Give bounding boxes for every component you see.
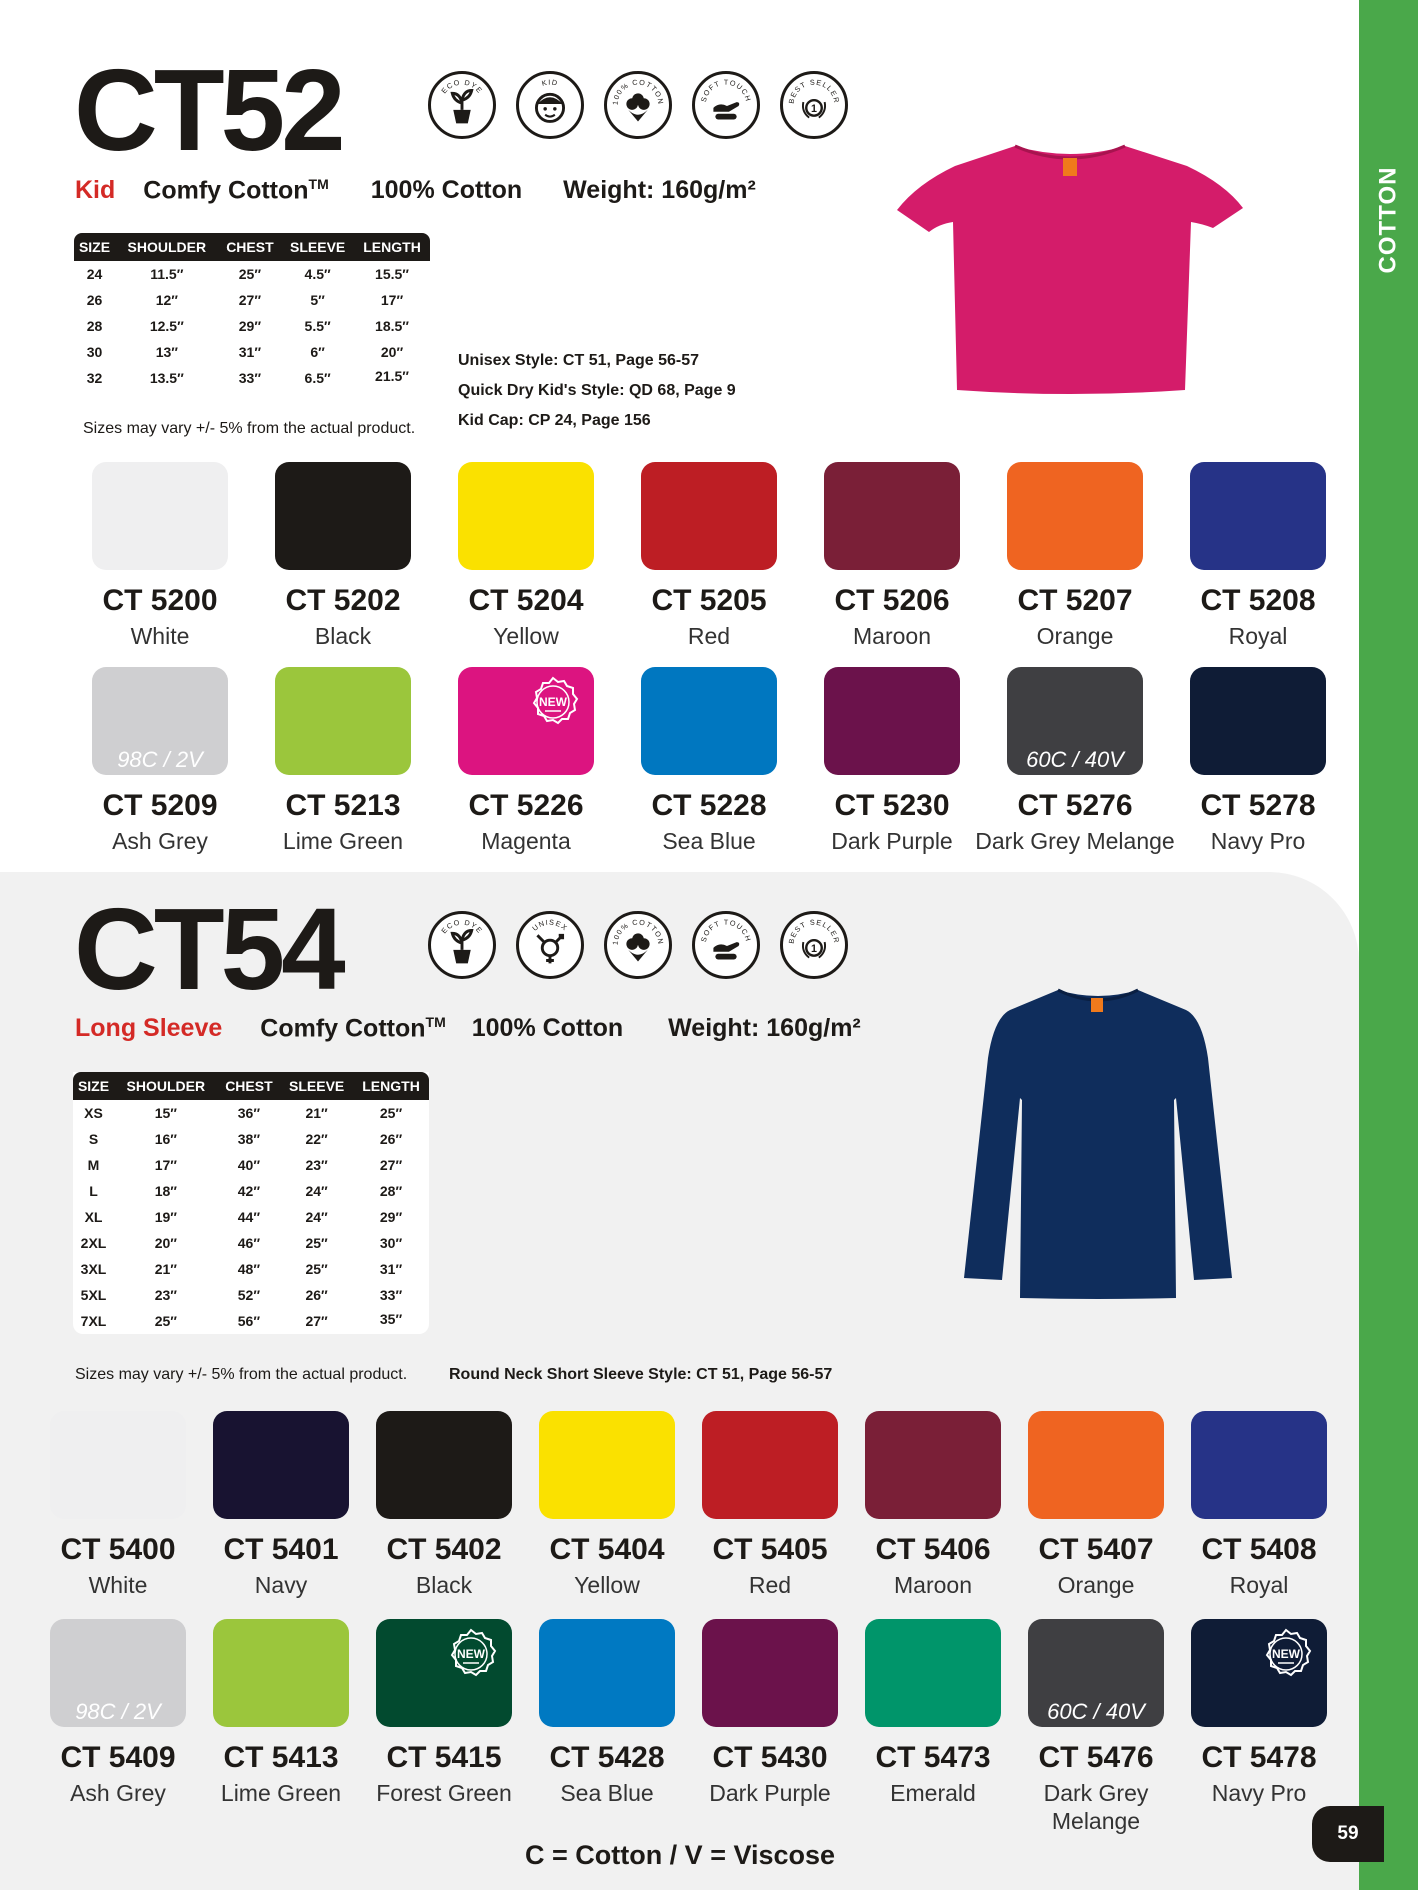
svg-text:100% COTTON: 100% COTTON	[610, 917, 666, 946]
color-code: CT 5478	[1201, 1741, 1317, 1774]
color-code: CT 5405	[712, 1533, 828, 1566]
ct54-size-chart	[73, 1072, 429, 1334]
color-name: Navy Pro	[1210, 828, 1306, 854]
size-chart-cell: 3XL	[80, 1261, 107, 1277]
size-chart-cell: 20″	[380, 344, 404, 360]
color-swatch[interactable]	[641, 667, 777, 775]
ct52-size-note: Sizes may vary +/- 5% from the actual product.	[83, 420, 416, 437]
size-chart-header	[74, 233, 430, 261]
color-name: White	[130, 623, 190, 649]
style-reference: Kid Cap: CP 24, Page 156	[458, 412, 651, 429]
svg-text:NEW: NEW	[1272, 1647, 1300, 1661]
color-name: Ash Grey	[112, 828, 208, 854]
size-chart-cell: 56″	[237, 1313, 261, 1329]
size-chart-cell: 48″	[237, 1261, 261, 1277]
size-chart-cell: 5.5″	[304, 318, 331, 334]
color-name: Ash Grey	[70, 1780, 166, 1806]
color-code: CT 5209	[102, 789, 218, 822]
size-chart-cell: 27″	[379, 1157, 403, 1173]
size-chart-col-header: SIZE	[74, 233, 115, 261]
svg-text:SOFT TOUCH: SOFT TOUCH	[698, 917, 754, 944]
color-swatch[interactable]	[539, 1411, 675, 1519]
size-chart-cell: 13.5″	[149, 370, 184, 386]
kid-icon	[516, 71, 584, 139]
size-chart-row	[74, 365, 430, 391]
svg-text:KID: KID	[540, 77, 560, 88]
size-chart-row	[73, 1100, 429, 1126]
color-swatch[interactable]	[702, 1619, 838, 1727]
soft-touch-icon	[692, 911, 760, 979]
size-chart-row	[74, 339, 430, 365]
ct54-material: 100% Cotton	[471, 1014, 624, 1043]
size-chart-cell: 26	[86, 292, 103, 308]
size-chart-cell: 19″	[154, 1209, 177, 1225]
svg-text:ECO DYE: ECO DYE	[439, 917, 485, 936]
size-chart-cell: 27″	[238, 292, 262, 308]
color-swatch[interactable]	[824, 667, 960, 775]
size-chart-cell: 23″	[154, 1287, 177, 1303]
color-swatch[interactable]	[213, 1411, 349, 1519]
color-swatch[interactable]	[539, 1619, 675, 1727]
color-code: CT 5408	[1201, 1533, 1317, 1566]
fabric-blend-label: 98C / 2V	[75, 1699, 161, 1724]
color-swatch[interactable]	[458, 667, 594, 775]
ct54-category: Long Sleeve	[75, 1014, 223, 1043]
ct52-category: Kid	[75, 176, 116, 205]
color-name: Maroon	[894, 1572, 972, 1598]
size-chart-cell: 33″	[238, 370, 262, 386]
size-chart-col-header: SIZE	[73, 1072, 114, 1100]
size-chart-cell: 28	[86, 318, 103, 334]
fabric-legend: C = Cotton / V = Viscose	[524, 1840, 836, 1870]
color-code: CT 5402	[386, 1533, 502, 1566]
size-chart-cell: 25″	[305, 1235, 328, 1251]
size-chart-row	[73, 1256, 429, 1282]
color-code: CT 5204	[468, 584, 584, 617]
size-chart-cell: 18″	[154, 1183, 177, 1199]
style-reference: Unisex Style: CT 51, Page 56-57	[458, 352, 699, 369]
color-swatch[interactable]	[213, 1619, 349, 1727]
color-name: Emerald	[890, 1780, 976, 1806]
color-code: CT 5200	[102, 584, 218, 617]
size-chart-header	[73, 1072, 429, 1100]
size-chart-cell: 30	[86, 344, 103, 360]
size-chart-col-header: SHOULDER	[114, 1072, 218, 1100]
color-swatch[interactable]	[50, 1619, 186, 1727]
size-chart-cell: 5XL	[80, 1287, 107, 1303]
color-name: Dark Purple	[831, 828, 953, 854]
fabric-blend-label: 98C / 2V	[117, 747, 203, 772]
color-code: CT 5409	[60, 1741, 176, 1774]
color-code: CT 5404	[549, 1533, 665, 1566]
ct54-weight: Weight: 160g/m²	[668, 1014, 861, 1043]
color-code: CT 5406	[875, 1533, 991, 1566]
size-chart-cell: 44″	[237, 1209, 261, 1225]
color-swatch[interactable]	[50, 1411, 186, 1519]
unisex-icon	[516, 911, 584, 979]
size-chart-cell: 33″	[379, 1287, 403, 1303]
color-code: CT 5205	[651, 584, 767, 617]
color-name: Navy	[254, 1572, 308, 1598]
color-swatch[interactable]	[702, 1411, 838, 1519]
size-chart-cell: 40″	[237, 1157, 261, 1173]
color-swatch[interactable]	[275, 667, 411, 775]
color-code: CT 5278	[1200, 789, 1316, 822]
ct52-attributes	[75, 176, 756, 205]
size-chart-cell: 22″	[305, 1131, 328, 1147]
ct54-attributes	[75, 1014, 861, 1043]
size-chart-cell: 2XL	[80, 1235, 107, 1251]
size-chart-cell: 35″	[379, 1311, 403, 1327]
size-chart-cell: M	[87, 1157, 100, 1173]
size-chart-cell: 42″	[237, 1183, 261, 1199]
size-chart-cell: S	[88, 1131, 99, 1147]
color-code: CT 5476	[1038, 1741, 1154, 1774]
color-name: Lime Green	[282, 828, 404, 854]
size-chart-cell: 16″	[154, 1131, 177, 1147]
style-reference: Round Neck Short Sleeve Style: CT 51, Page 56-57	[449, 1366, 833, 1383]
color-swatch[interactable]	[92, 462, 228, 570]
size-chart-row	[73, 1204, 429, 1230]
color-swatch[interactable]	[1190, 462, 1326, 570]
new-badge-icon	[1259, 1627, 1313, 1681]
color-swatch[interactable]	[1028, 1619, 1164, 1727]
size-chart-cell: 12″	[155, 292, 178, 308]
color-code: CT 5428	[549, 1741, 665, 1774]
size-chart-cell: 52″	[237, 1287, 261, 1303]
color-swatch[interactable]	[92, 667, 228, 775]
size-chart-col-header: LENGTH	[353, 1072, 429, 1100]
color-name: Red	[687, 623, 731, 649]
size-chart-col-header: SHOULDER	[115, 233, 219, 261]
color-code: CT 5228	[651, 789, 767, 822]
color-code: CT 5230	[834, 789, 950, 822]
size-chart-cell: 20″	[154, 1235, 177, 1251]
size-chart-cell: 25″	[238, 266, 262, 282]
eco-dye-icon	[428, 71, 496, 139]
color-code: CT 5226	[468, 789, 584, 822]
ct52-model-title: CT52	[74, 45, 342, 175]
color-name: Royal	[1229, 1572, 1289, 1598]
color-name: Navy Pro	[1211, 1780, 1307, 1806]
size-chart-cell: 27″	[305, 1313, 328, 1329]
svg-text:1: 1	[811, 942, 817, 955]
color-name: Sea Blue	[560, 1780, 654, 1806]
color-swatch[interactable]	[824, 462, 960, 570]
color-code: CT 5206	[834, 584, 950, 617]
size-chart-cell: 12.5″	[149, 318, 184, 334]
color-name: Yellow	[574, 1572, 640, 1598]
size-chart-cell: 21″	[154, 1261, 177, 1277]
size-chart-cell: 32	[86, 370, 103, 386]
size-chart-cell: 25″	[154, 1313, 177, 1329]
ct52-tshirt-image	[895, 140, 1245, 398]
color-name: Orange	[1057, 1572, 1135, 1598]
color-name: Forest Green	[376, 1780, 512, 1806]
color-name: Lime Green	[220, 1780, 342, 1806]
size-chart-row	[74, 313, 430, 339]
new-badge-icon	[526, 675, 580, 729]
ct54-feature-icons	[428, 911, 848, 979]
ct54-longsleeve-image	[962, 988, 1234, 1300]
size-chart-cell: 30″	[379, 1235, 403, 1251]
svg-text:NEW: NEW	[539, 695, 567, 709]
color-swatch[interactable]	[1191, 1411, 1327, 1519]
ct54-model-title: CT54	[74, 884, 342, 1014]
color-swatch[interactable]	[458, 462, 594, 570]
color-code: CT 5213	[285, 789, 401, 822]
color-name: Dark Grey Melange	[1043, 1780, 1149, 1834]
eco-dye-icon	[428, 911, 496, 979]
size-chart-row	[74, 261, 430, 287]
best-seller-icon	[780, 71, 848, 139]
color-name: Orange	[1036, 623, 1114, 649]
svg-text:BEST SELLER: BEST SELLER	[786, 77, 842, 105]
size-chart-cell: 28″	[379, 1183, 403, 1199]
color-swatch[interactable]	[1028, 1411, 1164, 1519]
color-swatch[interactable]	[865, 1619, 1001, 1727]
size-chart-row	[74, 287, 430, 313]
size-chart-cell: XS	[84, 1105, 103, 1121]
size-chart-cell: 29″	[379, 1209, 403, 1225]
color-code: CT 5430	[712, 1741, 828, 1774]
size-chart-cell: 26″	[305, 1287, 328, 1303]
size-chart-cell: 24″	[305, 1209, 328, 1225]
color-name: Royal	[1228, 623, 1288, 649]
svg-text:UNISEX: UNISEX	[530, 917, 570, 933]
color-code: CT 5413	[223, 1741, 339, 1774]
size-chart-col-header: CHEST	[218, 1072, 281, 1100]
color-swatch[interactable]	[1190, 667, 1326, 775]
ct54-brand: Comfy Cotton™	[260, 1014, 446, 1043]
color-name: Black	[415, 1572, 473, 1598]
color-code: CT 5202	[285, 584, 401, 617]
size-chart-cell: 24″	[305, 1183, 328, 1199]
size-chart-cell: 25″	[379, 1105, 403, 1121]
page-number: 59	[1312, 1806, 1384, 1862]
size-chart-cell: 26″	[379, 1131, 403, 1147]
svg-text:1: 1	[811, 102, 817, 115]
new-badge-icon	[444, 1627, 498, 1681]
color-swatch[interactable]	[641, 462, 777, 570]
color-code: CT 5415	[386, 1741, 502, 1774]
size-chart-cell: 36″	[237, 1105, 261, 1121]
size-chart-cell: 6.5″	[304, 370, 331, 386]
size-chart-row	[73, 1126, 429, 1152]
size-chart-row	[73, 1178, 429, 1204]
color-swatch[interactable]	[376, 1411, 512, 1519]
size-chart-cell: 6″	[310, 344, 325, 360]
size-chart-cell: 25″	[305, 1261, 328, 1277]
cotton-icon	[604, 911, 672, 979]
color-code: CT 5407	[1038, 1533, 1154, 1566]
color-name: Magenta	[481, 828, 571, 854]
best-seller-icon	[780, 911, 848, 979]
svg-text:BEST SELLER: BEST SELLER	[786, 917, 842, 945]
size-chart-col-header: SLEEVE	[280, 1072, 353, 1100]
size-chart-cell: 15″	[154, 1105, 177, 1121]
ct52-size-chart	[74, 233, 430, 391]
fabric-blend-label: 60C / 40V	[1047, 1699, 1145, 1724]
color-swatch[interactable]	[865, 1411, 1001, 1519]
color-name: Maroon	[853, 623, 931, 649]
color-name: Yellow	[493, 623, 559, 649]
size-chart-col-header: LENGTH	[354, 233, 430, 261]
size-chart-cell: 31″	[379, 1261, 403, 1277]
size-chart-cell: 31″	[238, 344, 262, 360]
svg-text:SOFT TOUCH: SOFT TOUCH	[698, 77, 754, 104]
size-chart-row	[73, 1152, 429, 1178]
ct52-related-styles	[458, 346, 736, 436]
ct54-size-note: Sizes may vary +/- 5% from the actual product.	[75, 1366, 408, 1383]
color-swatch[interactable]	[376, 1619, 512, 1727]
size-chart-row	[73, 1230, 429, 1256]
color-code: CT 5400	[60, 1533, 176, 1566]
color-code: CT 5401	[223, 1533, 339, 1566]
ct52-material: 100% Cotton	[370, 176, 523, 205]
soft-touch-icon	[692, 71, 760, 139]
svg-text:ECO DYE: ECO DYE	[439, 77, 485, 96]
size-chart-cell: L	[89, 1183, 98, 1199]
color-code: CT 5207	[1017, 584, 1133, 617]
style-reference: Quick Dry Kid's Style: QD 68, Page 9	[458, 382, 736, 399]
ct52-weight: Weight: 160g/m²	[563, 176, 756, 205]
color-swatch[interactable]	[1191, 1619, 1327, 1727]
sidebar-label: COTTON	[1374, 166, 1402, 274]
ct52-feature-icons	[428, 71, 848, 139]
color-swatch[interactable]	[275, 462, 411, 570]
svg-text:100% COTTON: 100% COTTON	[610, 77, 666, 106]
color-name: Black	[314, 623, 372, 649]
size-chart-cell: 21.5″	[375, 368, 410, 384]
size-chart-cell: 5″	[310, 292, 325, 308]
size-chart-col-header: SLEEVE	[281, 233, 354, 261]
size-chart-row	[73, 1282, 429, 1308]
color-code: CT 5208	[1200, 584, 1316, 617]
size-chart-cell: 4.5″	[304, 266, 331, 282]
ct54-related-styles	[449, 1360, 832, 1390]
color-code: CT 5473	[875, 1741, 991, 1774]
size-chart-cell: 23″	[305, 1157, 328, 1173]
size-chart-cell: 11.5″	[150, 266, 184, 282]
size-chart-cell: 46″	[237, 1235, 261, 1251]
color-code: CT 5276	[1017, 789, 1133, 822]
size-chart-cell: 17″	[380, 292, 404, 308]
size-chart-cell: XL	[84, 1209, 103, 1225]
cotton-icon	[604, 71, 672, 139]
size-chart-cell: 29″	[238, 318, 262, 334]
size-chart-cell: 21″	[305, 1105, 328, 1121]
ct52-brand: Comfy Cotton™	[143, 176, 329, 205]
size-chart-cell: 38″	[237, 1131, 261, 1147]
size-chart-cell: 15.5″	[375, 266, 410, 282]
color-name: White	[88, 1572, 148, 1598]
color-name: Red	[748, 1572, 792, 1598]
size-chart-row	[73, 1308, 429, 1334]
size-chart-col-header: CHEST	[219, 233, 282, 261]
size-chart-cell: 7XL	[80, 1313, 107, 1329]
size-chart-cell: 13″	[155, 344, 178, 360]
size-chart-cell: 24	[86, 266, 103, 282]
size-chart-cell: 18.5″	[375, 318, 410, 334]
color-name: Dark Purple	[709, 1780, 831, 1806]
svg-text:NEW: NEW	[457, 1647, 485, 1661]
size-chart-cell: 17″	[154, 1157, 177, 1173]
color-swatch[interactable]	[1007, 667, 1143, 775]
color-name: Dark Grey Melange	[975, 828, 1175, 854]
color-swatch[interactable]	[1007, 462, 1143, 570]
color-name: Sea Blue	[662, 828, 756, 854]
fabric-blend-label: 60C / 40V	[1026, 747, 1124, 772]
